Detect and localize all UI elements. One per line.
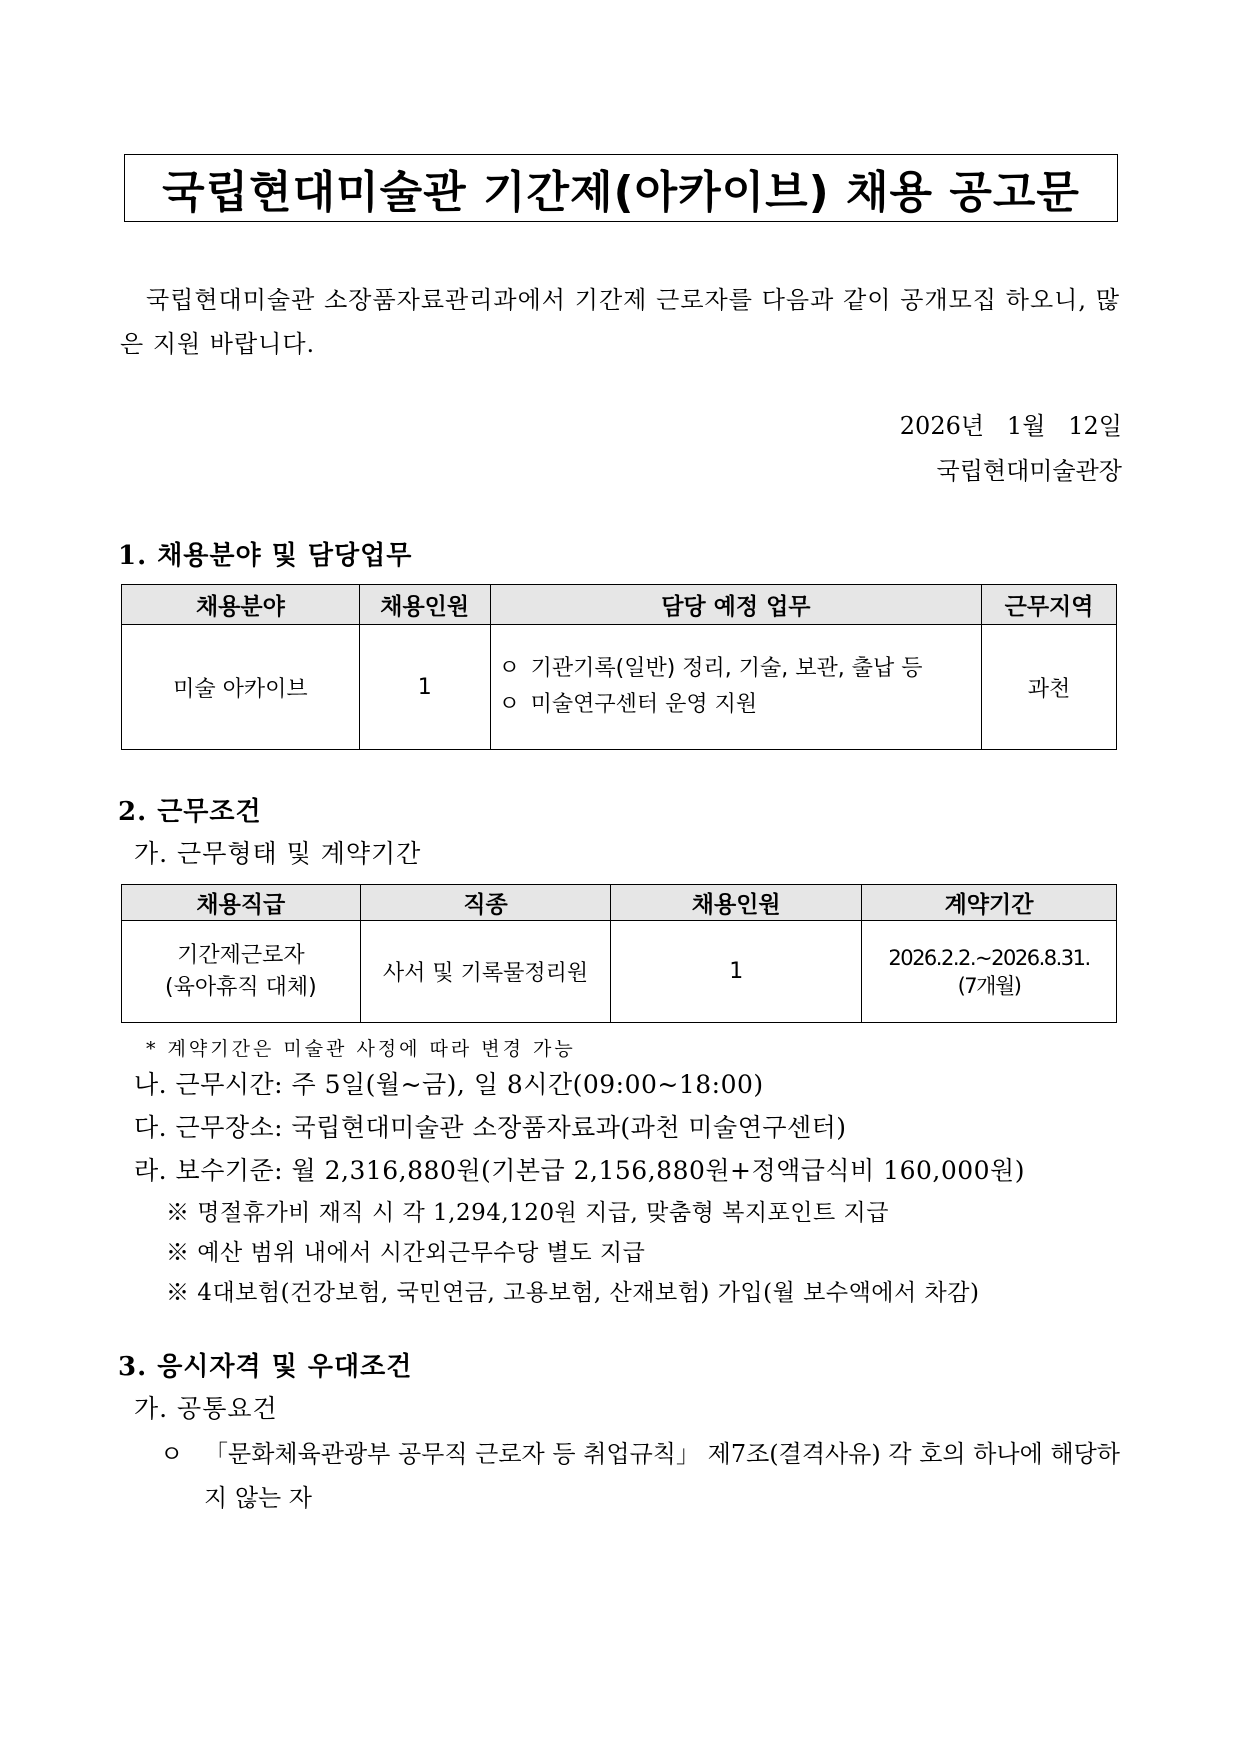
table-row	[122, 921, 1117, 1023]
work-place: 다. 근무장소: 국립현대미술관 소장품자료과(과천 미술연구센터)	[134, 1113, 847, 1142]
section3-sub-a: 가. 공통요건	[134, 1394, 278, 1423]
pay-note: ※ 4대보험(건강보험, 국민연금, 고용보험, 산재보험) 가입(월 보수액에서 차감)	[166, 1280, 980, 1306]
section1-heading: 1. 채용분야 및 담당업무	[118, 541, 413, 571]
table-header-row	[122, 885, 1117, 921]
section2-sub-a: 가. 근무형태 및 계약기간	[134, 839, 422, 868]
header-location: 근무지역	[982, 585, 1117, 625]
bullet-circle: ㅇ	[498, 656, 520, 681]
issuer: 국립현대미술관장	[936, 457, 1122, 485]
work-hours: 나. 근무시간: 주 5일(월~금), 일 8시간(09:00~18:00)	[134, 1070, 764, 1099]
section2-heading: 2. 근무조건	[118, 797, 262, 827]
cell-location: 과천	[982, 625, 1117, 750]
recruitment-table	[121, 584, 1117, 750]
duty-item: ㅇ 기관기록(일반) 정리, 기술, 보관, 출납 등	[499, 651, 981, 687]
document-title: 국립현대미술관 기간제(아카이브) 채용 공고문	[124, 154, 1118, 222]
cell-job: 사서 및 기록물정리원	[360, 921, 611, 1023]
cell-duties	[490, 625, 981, 750]
header-count: 채용인원	[359, 585, 490, 625]
cell-field: 미술 아카이브	[122, 625, 360, 750]
duty-item: ㅇ 미술연구센터 운영 지원	[499, 687, 981, 723]
pay-note: ※ 예산 범위 내에서 시간외근무수당 별도 지급	[166, 1240, 646, 1266]
qualification-text: 「문화체육관광부 공무직 근로자 등 취업규칙」 제7조(결격사유) 각 호의 하나에 해당하지 않는 자	[204, 1440, 1120, 1512]
cell-grade: 기간제근로자 (육아휴직 대체)	[122, 921, 361, 1023]
table-row	[122, 625, 1117, 750]
contract-note: * 계약기간은 미술관 사정에 따라 변경 가능	[146, 1038, 576, 1060]
header-count: 채용인원	[611, 885, 862, 921]
bullet-circle: ㅇ	[498, 692, 520, 717]
contract-table	[121, 884, 1117, 1023]
intro-paragraph	[120, 278, 1120, 366]
header-grade: 채용직급	[122, 885, 361, 921]
qualification-item	[160, 1432, 1120, 1520]
announcement-date: 2026년 1월 12일	[899, 412, 1122, 440]
pay-standard: 라. 보수기준: 월 2,316,880원(기본급 2,156,880원+정액급식비 160,000원)	[134, 1156, 1025, 1185]
header-field: 채용분야	[122, 585, 360, 625]
cell-period: 2026.2.2.~2026.8.31. (7개월)	[862, 921, 1117, 1023]
bullet-circle: ㅇ	[160, 1440, 184, 1468]
cell-count: 1	[611, 921, 862, 1023]
pay-note: ※ 명절휴가비 재직 시 각 1,294,120원 지급, 맞춤형 복지포인트 지급	[166, 1200, 889, 1226]
header-job: 직종	[360, 885, 611, 921]
section3-heading: 3. 응시자격 및 우대조건	[118, 1352, 413, 1382]
header-duties: 담당 예정 업무	[490, 585, 981, 625]
cell-count: 1	[359, 625, 490, 750]
intro-text: 국립현대미술관 소장품자료관리과에서 기간제 근로자를 다음과 같이 공개모집 하오니, 많은 지원 바랍니다.	[120, 286, 1120, 358]
table-header-row	[122, 585, 1117, 625]
header-period: 계약기간	[862, 885, 1117, 921]
